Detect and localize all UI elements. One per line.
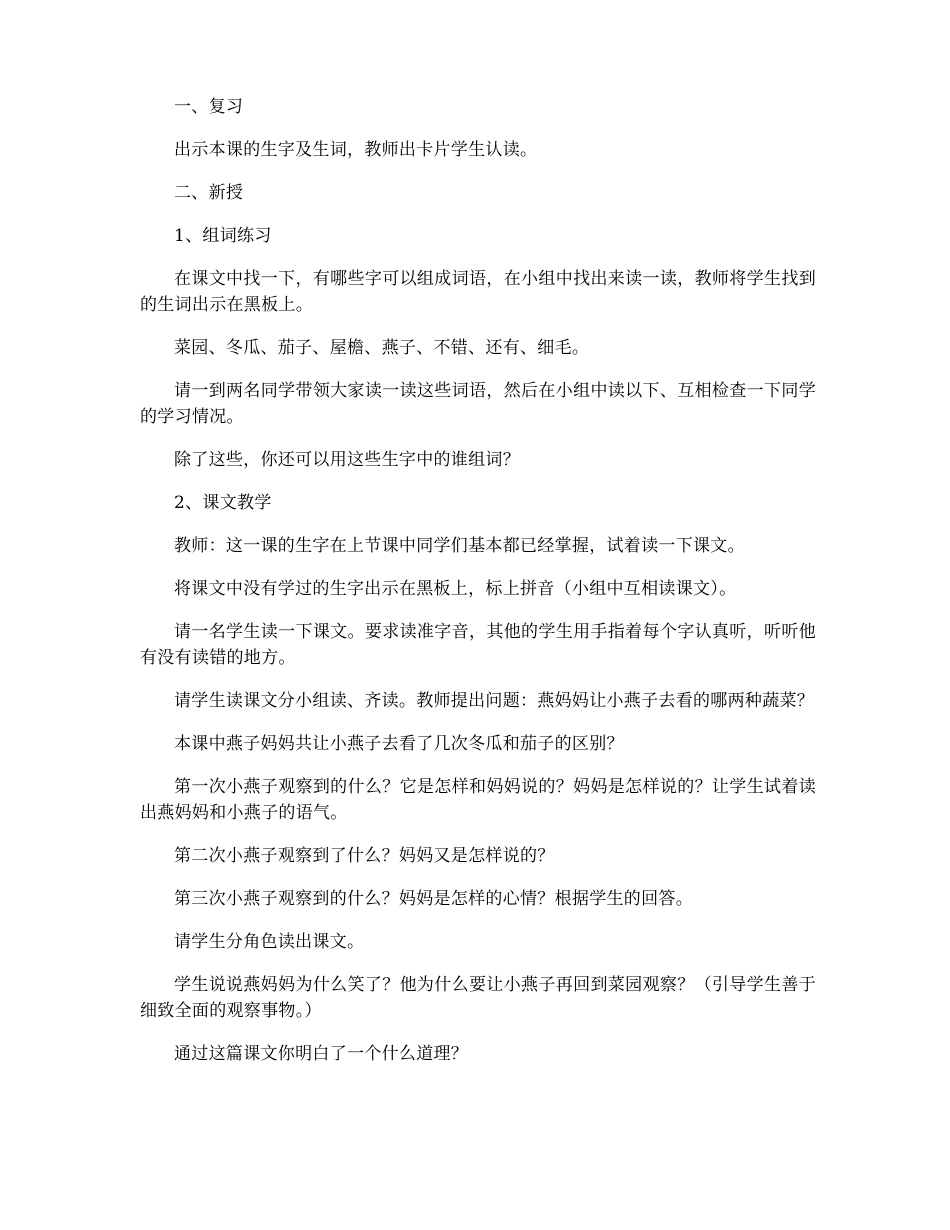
paragraph: 第一次小燕子观察到的什么？它是怎样和妈妈说的？妈妈是怎样说的？让学生试着读出燕妈妈和小燕子的语气。 bbox=[140, 777, 816, 823]
word-list: 菜园、冬瓜、茄子、屋檐、燕子、不错、还有、细毛。 bbox=[174, 338, 590, 358]
paragraph: 请学生读课文分小组读、齐读。教师提出问题：燕妈妈让小燕子去看的哪两种蔬菜？ bbox=[174, 691, 815, 711]
paragraph: 出示本课的生字及生词，教师出卡片学生认读。 bbox=[174, 140, 538, 160]
section-heading-review: 一、复习 bbox=[174, 97, 244, 117]
paragraph: 学生说说燕妈妈为什么笑了？他为什么要让小燕子再回到菜园观察？（引导学生善于细致全面的观察事物。） bbox=[140, 975, 816, 1021]
paragraph: 第二次小燕子观察到了什么？妈妈又是怎样说的？ bbox=[174, 846, 555, 866]
paragraph: 请一名学生读一下课文。要求读准字音，其他的学生用手指着每个字认真听，听听他有没有读错的地方。 bbox=[140, 622, 816, 668]
subheading-word-practice: 1、组词练习 bbox=[174, 226, 272, 246]
paragraph: 请学生分角色读出课文。 bbox=[174, 932, 365, 952]
document-body bbox=[140, 94, 816, 1084]
section-heading-new-lesson: 二、新授 bbox=[174, 183, 244, 203]
paragraph: 在课文中找一下，有哪些字可以组成词语，在小组中找出来读一读，教师将学生找到的生词出示在黑板上。 bbox=[140, 269, 816, 315]
paragraph: 将课文中没有学过的生字出示在黑板上，标上拼音（小组中互相读课文）。 bbox=[174, 579, 737, 599]
paragraph: 第三次小燕子观察到的什么？妈妈是怎样的心情？根据学生的回答。 bbox=[174, 889, 693, 909]
paragraph: 除了这些，你还可以用这些生字中的谁组词？ bbox=[174, 450, 520, 470]
subheading-text-teaching: 2、课文教学 bbox=[174, 493, 272, 513]
paragraph: 本课中燕子妈妈共让小燕子去看了几次冬瓜和茄子的区别？ bbox=[174, 734, 624, 754]
paragraph: 通过这篇课文你明白了一个什么道理？ bbox=[174, 1044, 469, 1064]
paragraph: 请一到两名同学带领大家读一读这些词语，然后在小组中读以下、互相检查一下同学的学习情况。 bbox=[140, 381, 816, 427]
paragraph: 教师：这一课的生字在上节课中同学们基本都已经掌握，试着读一下课文。 bbox=[174, 536, 745, 556]
